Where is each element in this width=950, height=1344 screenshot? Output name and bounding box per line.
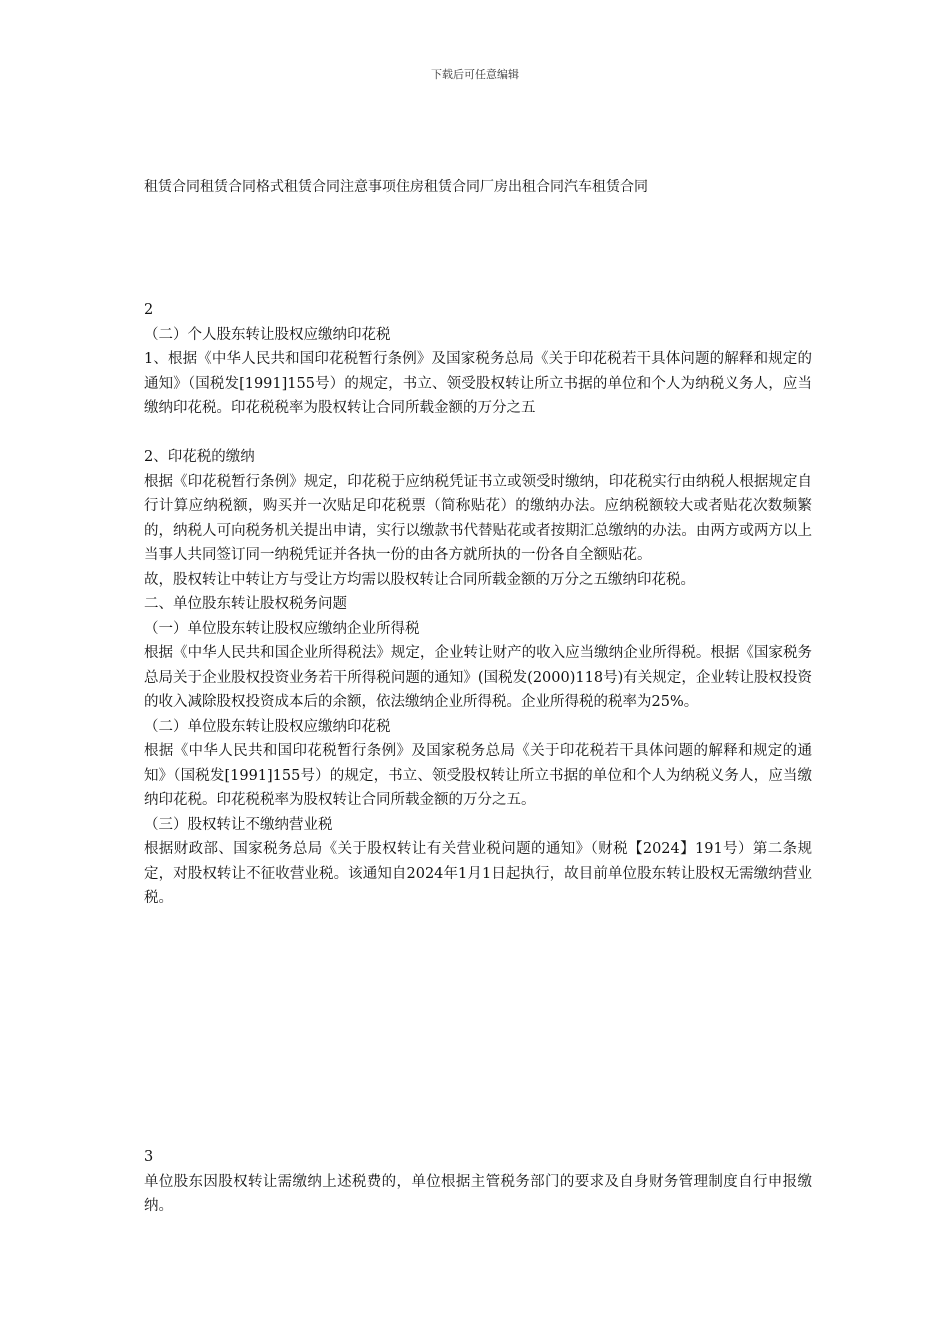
paragraph: 1、根据《中华人民共和国印花税暂行条例》及国家税务总局《关于印花税若干具体问题的解释和规定的通知》（国税发[1991]155号）的规定，书立、领受股权转让所立书据的单位和个人为纳税义务人，应当缴纳印花税。印花税税率为股权转让合同所载金额的万分之五 (144, 351, 812, 416)
subheading: （二）个人股东转让股权应缴纳印花税 (144, 326, 391, 343)
paragraph: 根据《中华人民共和国印花税暂行条例》及国家税务总局《关于印花税若干具体问题的解释和规定的通知》（国税发[1991]155号）的规定，书立、领受股权转让所立书据的单位和个人为纳税义务人，应当缴纳印花税。印花税税率为股权转让合同所载金额的万分之五。 (144, 743, 812, 808)
page-header: 下载后可任意编辑 (431, 68, 519, 81)
paragraph: 故，股权转让中转让方与受让方均需以股权转让合同所载金额的万分之五缴纳印花税。 (144, 571, 695, 588)
subheading: 2、印花税的缴纳 (144, 449, 255, 465)
keyword-line: 租赁合同租赁合同格式租赁合同注意事项住房租赁合同厂房出租合同汽车租赁合同 (144, 179, 648, 195)
page-number: 3 (144, 1149, 154, 1165)
subheading: （三）股权转让不缴纳营业税 (144, 816, 333, 833)
paragraph: 根据《印花税暂行条例》规定，印花税于应纳税凭证书立或领受时缴纳，印花税实行由纳税人根据规定自行计算应纳税额，购买并一次贴足印花税票（简称贴花）的缴纳办法。应纳税额较大或者贴花次数频繁的，纳税人可向税务机关提出申请，实行以缴款书代替贴花或者按期汇总缴纳的办法。由两方或两方以上当事人共同签订同一纳税凭证并各执一份的由各方就所执的一份各自全额贴花。 (144, 473, 812, 563)
paragraph: 根据财政部、国家税务总局《关于股权转让有关营业税问题的通知》（财税【2024】191号）第二条规定，对股权转让不征收营业税。该通知自2024年1月1日起执行，故目前单位股东转让股权无需缴纳营业税。 (144, 841, 812, 906)
section-page-2 (144, 298, 812, 911)
blank-line (144, 421, 812, 446)
section-heading: 二、单位股东转让股权税务问题 (144, 596, 347, 612)
section-page-3 (144, 1145, 812, 1219)
subheading: （二）单位股东转让股权应缴纳印花税 (144, 718, 391, 735)
page-number: 2 (144, 302, 154, 318)
subheading: （一）单位股东转让股权应缴纳企业所得税 (144, 620, 420, 637)
paragraph: 单位股东因股权转让需缴纳上述税费的，单位根据主管税务部门的要求及自身财务管理制度自行申报缴纳。 (144, 1173, 812, 1214)
paragraph: 根据《中华人民共和国企业所得税法》规定，企业转让财产的收入应当缴纳企业所得税。根据《国家税务总局关于企业股权投资业务若干所得税问题的通知》(国税发(2000)118号)有关规定，企业转让股权投资的收入减除股权投资成本后的余额，依法缴纳企业所得税。企业所得税的税率为25%。 (144, 645, 812, 710)
